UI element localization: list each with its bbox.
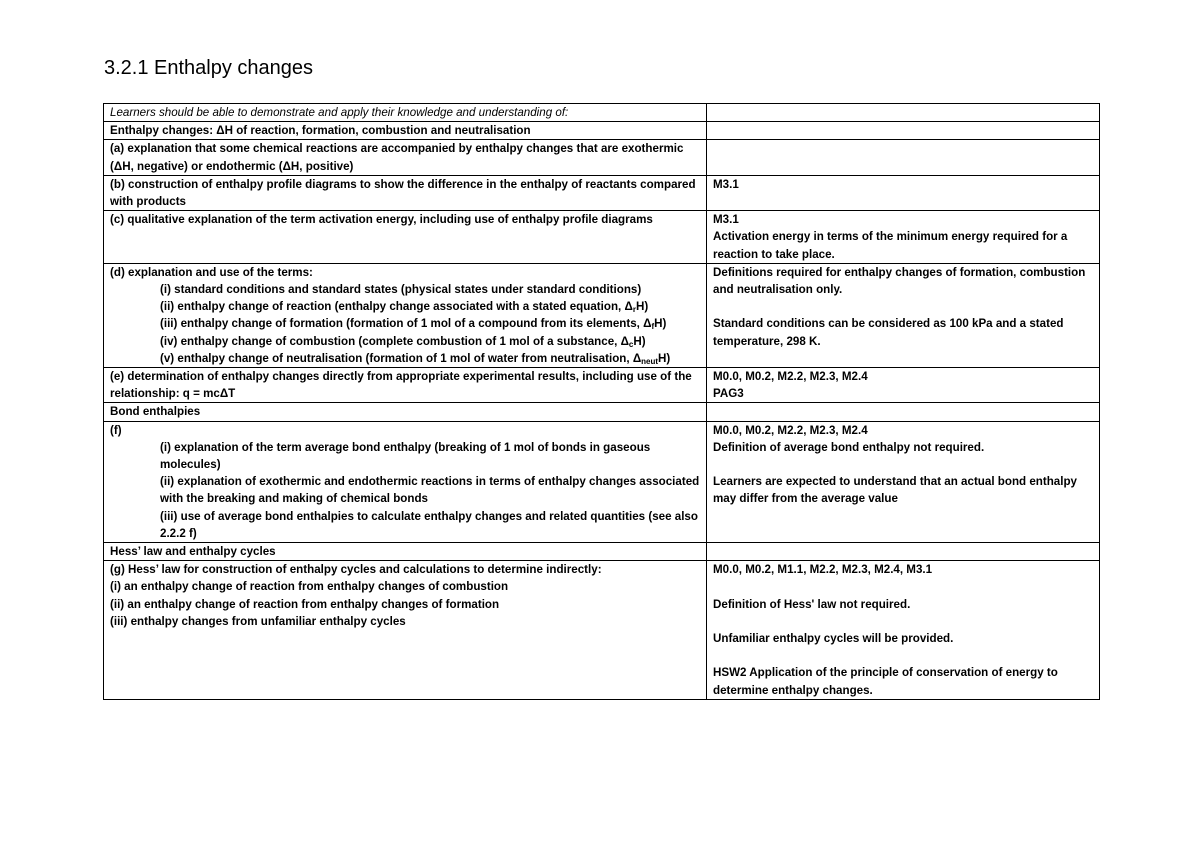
item-d-ii-text: (ii) enthalpy change of reaction (enthalpy change associated with a stated equation, Δ <box>160 300 633 314</box>
item-e-note-1: M0.0, M0.2, M2.2, M2.3, M2.4 <box>713 370 868 384</box>
item-d-iv-end: H) <box>633 334 646 348</box>
item-f-note-1: M0.0, M0.2, M2.2, M2.3, M2.4 <box>713 423 868 437</box>
item-c-note-1: M3.1 <box>713 213 739 227</box>
item-f-notes <box>707 421 1100 542</box>
empty-cell <box>707 122 1100 140</box>
item-g-head: (g) Hess’ law for construction of enthalpy cycles and calculations to determine indirectly: <box>110 563 602 577</box>
item-g-text <box>104 561 707 700</box>
item-c-text: (c) qualitative explanation of the term activation energy, including use of enthalpy profile diagrams <box>104 211 707 264</box>
intro-cell: Learners should be able to demonstrate and apply their knowledge and understanding of: <box>104 104 707 122</box>
section-heading-hess: Hess’ law and enthalpy cycles <box>104 543 707 561</box>
item-d-ii <box>110 298 700 315</box>
item-g-ii: (ii) an enthalpy change of reaction from enthalpy changes of formation <box>110 597 500 611</box>
item-f-iii: (iii) use of average bond enthalpies to calculate enthalpy changes and related quantities (see also 2.2.2 f) <box>160 509 698 540</box>
item-g-iii: (iii) enthalpy changes from unfamiliar enthalpy cycles <box>110 614 406 628</box>
item-d-notes <box>707 263 1100 367</box>
table-row-g <box>104 561 1100 700</box>
item-f-note-3: Learners are expected to understand that an actual bond enthalpy may differ from the average value <box>713 475 1077 506</box>
item-b-note: M3.1 <box>707 175 1100 210</box>
item-g-note-2: Definition of Hess' law not required. <box>713 597 911 611</box>
item-d-iv-text: (iv) enthalpy change of combustion (complete combustion of 1 mol of a substance, Δ <box>160 334 629 348</box>
item-f-i: (i) explanation of the term average bond enthalpy (breaking of 1 mol of bonds in gaseous molecules) <box>160 440 651 472</box>
page-title: 3.2.1 Enthalpy changes <box>104 57 314 79</box>
empty-cell <box>707 543 1100 561</box>
item-d-iii-end: H) <box>654 317 667 331</box>
item-a-text: (a) explanation that some chemical reactions are accompanied by enthalpy changes that are exothermic (ΔH, negative) or endothermic (ΔH, positive) <box>104 140 707 175</box>
item-d-v-end: H) <box>658 351 671 365</box>
item-c-notes <box>707 211 1100 264</box>
item-d-iii-subscript: f <box>651 322 655 332</box>
section-heading-bond: Bond enthalpies <box>104 403 707 421</box>
table-row-intro <box>104 104 1100 122</box>
table-row-b <box>104 175 1100 210</box>
spacer <box>713 613 1093 630</box>
item-e-note-2: PAG3 <box>713 387 744 401</box>
item-d-iv <box>110 333 700 350</box>
item-d-head: (d) explanation and use of the terms: <box>110 265 313 279</box>
item-f-head: (f) <box>110 423 122 437</box>
item-g-note-1: M0.0, M0.2, M1.1, M2.2, M2.3, M2.4, M3.1 <box>713 563 933 577</box>
item-d-iv-subscript: c <box>628 339 634 349</box>
empty-cell <box>707 403 1100 421</box>
empty-cell <box>707 104 1100 122</box>
item-d-note-2: Standard conditions can be considered as 100 kPa and a stated temperature, 298 K. <box>713 317 1064 348</box>
spacer <box>713 647 1093 664</box>
specification-table <box>103 103 1100 700</box>
table-row-c <box>104 211 1100 264</box>
item-e-text: (e) determination of enthalpy changes directly from appropriate experimental results, including use of the relationship: q = mcΔT <box>104 368 707 403</box>
section-heading-enthalpy: Enthalpy changes: ΔH of reaction, formation, combustion and neutralisation <box>104 122 707 140</box>
item-g-notes <box>707 561 1100 700</box>
item-d-ii-end: H) <box>635 300 649 314</box>
item-e-notes <box>707 368 1100 403</box>
item-d-ii-subscript: r <box>632 305 636 315</box>
spacer <box>713 578 1093 595</box>
table-row-a <box>104 140 1100 175</box>
empty-cell <box>707 140 1100 175</box>
table-row-d <box>104 263 1100 367</box>
item-d-i: (i) standard conditions and standard states (physical states under standard conditions) <box>160 283 642 297</box>
item-d-v <box>110 350 700 367</box>
item-d-iii <box>110 315 700 332</box>
item-d-text <box>104 263 707 367</box>
item-f-ii: (ii) explanation of exothermic and endothermic reactions in terms of enthalpy changes associated with the breaking and making of chemical bonds <box>160 475 700 506</box>
item-d-note-1: Definitions required for enthalpy changes of formation, combustion and neutralisation only. <box>713 265 1086 297</box>
item-d-v-text: (v) enthalpy change of neutralisation (formation of 1 mol of water from neutralisation, Δ <box>160 351 642 365</box>
item-g-i: (i) an enthalpy change of reaction from enthalpy changes of combustion <box>110 580 509 594</box>
item-g-note-3: Unfamiliar enthalpy cycles will be provided. <box>713 632 954 646</box>
table-row-section-heading <box>104 543 1100 561</box>
item-f-note-2: Definition of average bond enthalpy not required. <box>713 440 985 454</box>
table-row-f <box>104 421 1100 542</box>
item-d-v-subscript: neut <box>641 356 659 366</box>
item-f-text <box>104 421 707 542</box>
table-row-section-heading <box>104 122 1100 140</box>
table-row-section-heading <box>104 403 1100 421</box>
item-d-iii-text: (iii) enthalpy change of formation (formation of 1 mol of a compound from its elements, Δ <box>160 317 652 331</box>
item-c-note-2: Activation energy in terms of the minimum energy required for a reaction to take place. <box>713 230 1068 261</box>
item-b-text: (b) construction of enthalpy profile diagrams to show the difference in the enthalpy of reactants compared with products <box>104 175 707 210</box>
table-row-e <box>104 368 1100 403</box>
spacer <box>713 456 1093 473</box>
item-g-note-4: HSW2 Application of the principle of conservation of energy to determine enthalpy changes. <box>713 666 1058 697</box>
spacer <box>713 298 1093 315</box>
